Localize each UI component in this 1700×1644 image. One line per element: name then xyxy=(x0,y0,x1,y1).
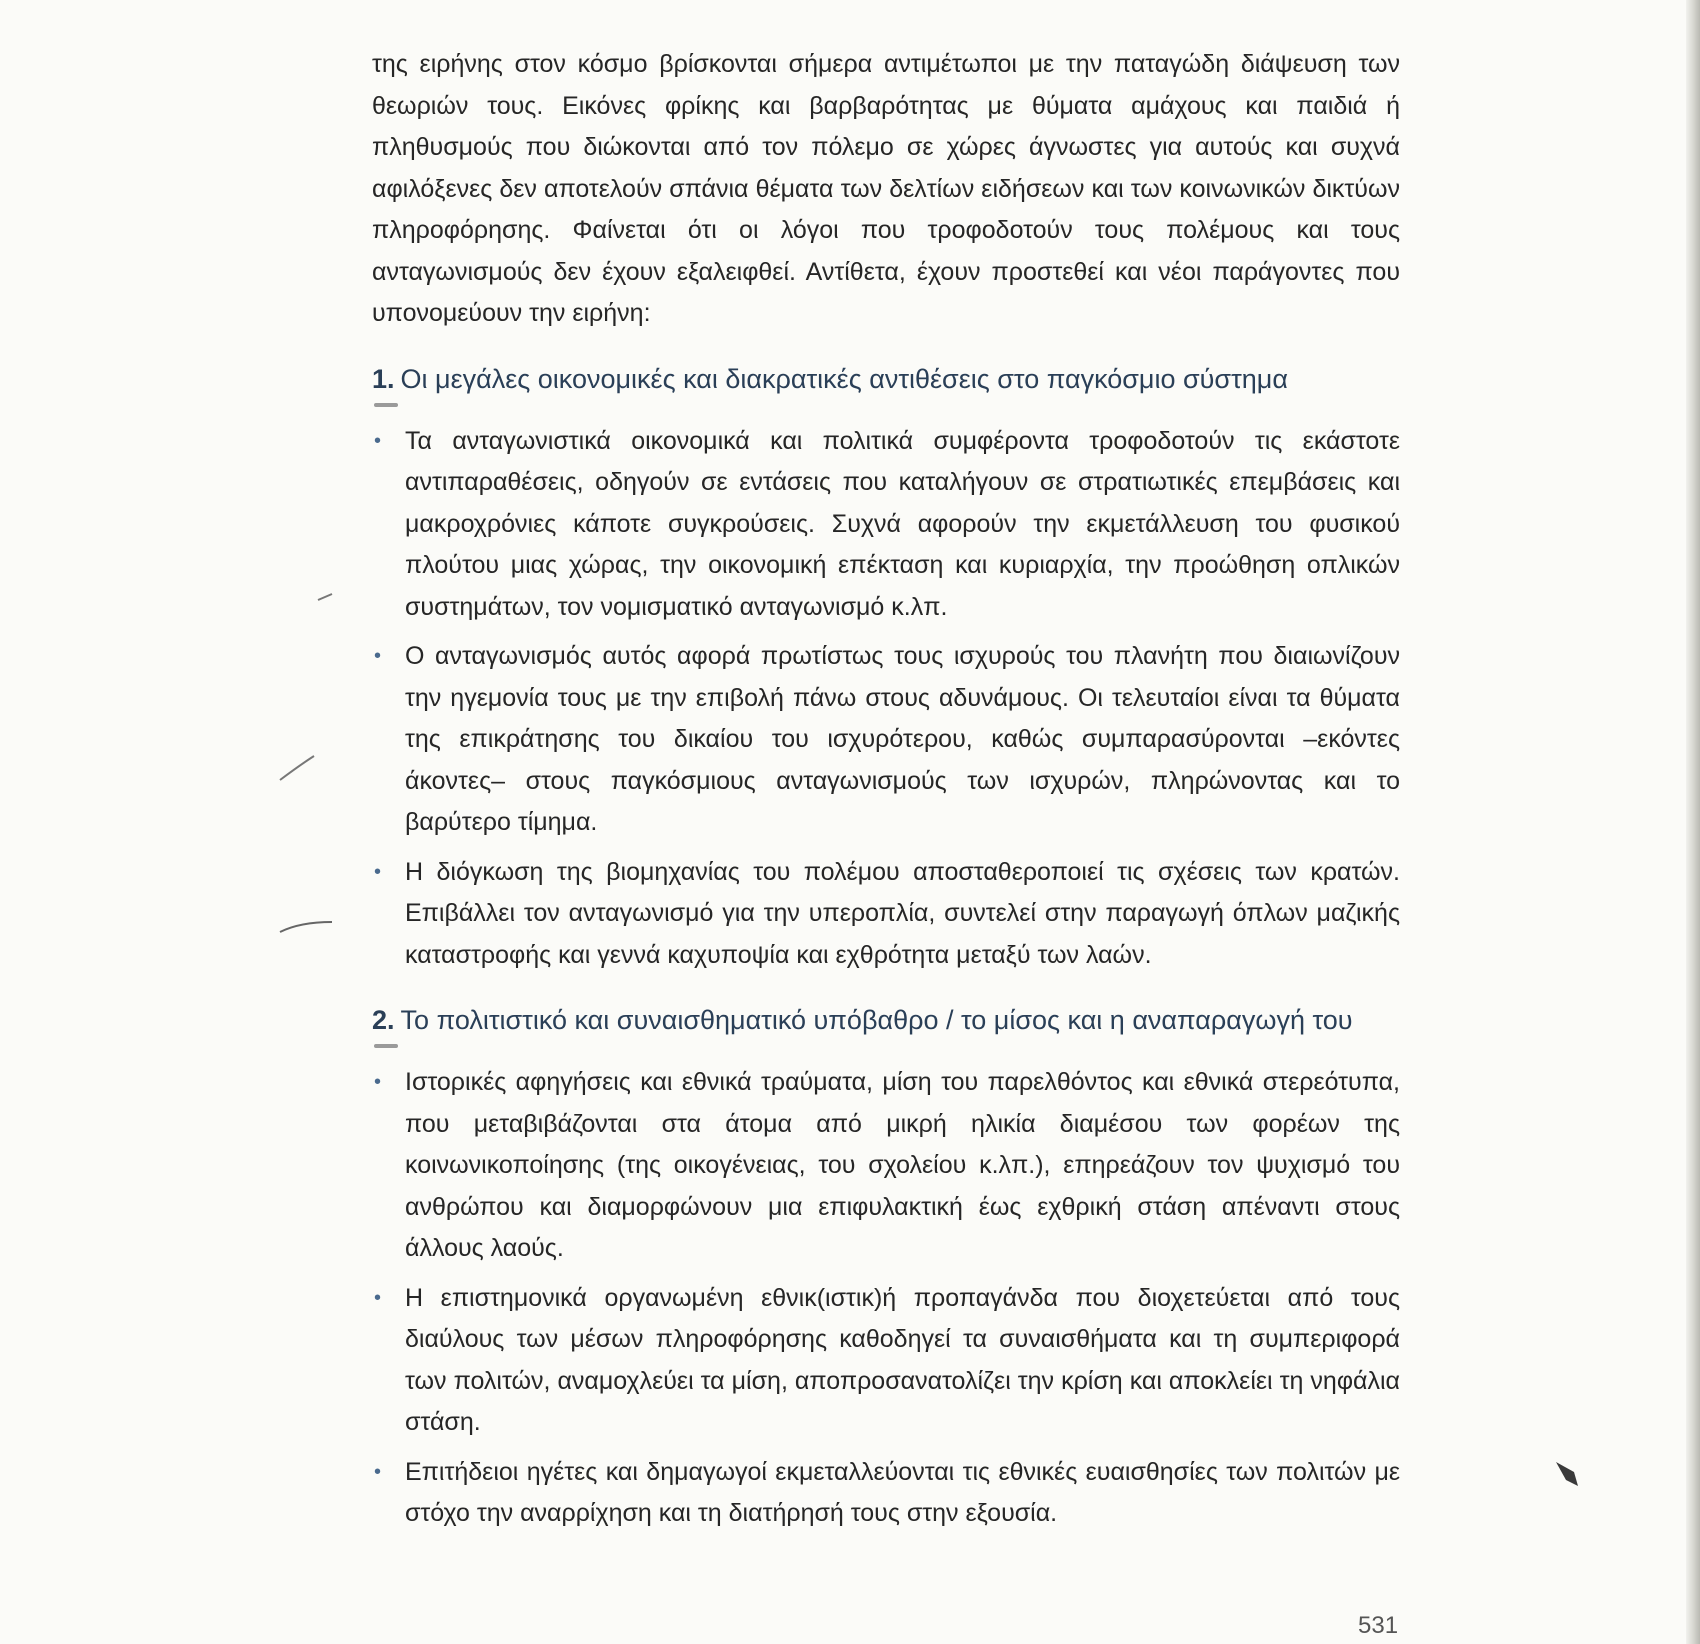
page-number: 531 xyxy=(1358,1612,1399,1639)
ink-smudge-mark xyxy=(1552,1458,1582,1490)
bullet-text: Ο ανταγωνισμός αυτός αφορά πρωτίστως τους ισχυρούς του πλανήτη που διαιωνίζουν την ηγεμονία τους με την επιβολή πάνω στους αδυνάμους. Οι τελευταίοι είναι τα θύματα της επικράτησης του δικαίου του ισχυρότερου, καθώς συμπαρασύρονται –εκόντες άκοντες– στους παγκόσμιους ανταγωνισμούς των ισχυρών, πληρώνοντας και το βαρύτερο τίμημα. xyxy=(405,642,1400,836)
section-2-pencil-mark xyxy=(374,1044,398,1048)
intro-paragraph: της ειρήνης στον κόσμο βρίσκονται σήμερα αντιμέτωποι με την παταγώδη διάψευση των θεωριών τους. Εικόνες φρίκης και βαρβαρότητας με θύματα αμάχους και παιδιά ή πληθυσμούς που διώκονται από τον πόλεμο σε χώρες άγνωστες για αυτούς και συχνά αφιλόξενες δεν αποτελούν σπάνια θέματα των δελτίων ειδήσεων και των κοινωνικών δικτύων πληροφόρησης. Φαίνεται ότι οι λόγοι που τροφοδοτούν τους πολέμους και τους ανταγωνισμούς δεν έχουν εξαλειφθεί. Αντίθετα, έχουν προστεθεί και νέοι παράγοντες που υπονομεύουν την ειρήνη: xyxy=(372,50,1400,327)
section-1-bullet-list xyxy=(372,421,1400,977)
section-1-pencil-mark xyxy=(374,403,398,407)
margin-pencil-marks xyxy=(240,560,350,960)
page-content xyxy=(372,44,1400,1543)
bullet-icon: • xyxy=(374,1071,382,1093)
bullet-icon: • xyxy=(374,429,382,452)
section-2-bullet-list xyxy=(372,1062,1400,1535)
list-item xyxy=(372,1452,1400,1535)
bullet-icon: • xyxy=(374,1460,382,1483)
section-1-number: 1. xyxy=(372,363,395,394)
page-edge-shadow xyxy=(1686,0,1700,1644)
section-1-heading xyxy=(372,359,1400,399)
list-item xyxy=(372,1062,1400,1270)
bullet-icon: • xyxy=(374,860,382,883)
bullet-text: Τα ανταγωνιστικά οικονομικά και πολιτικά συμφέροντα τροφοδοτούν τις εκάστοτε αντιπαραθέσεις, οδηγούν σε εντάσεις που καταλήγουν σε στρατιωτικές επεμβάσεις και μακροχρόνιες κάποτε συγκρούσεις. Συχνά αφορούν την εκμετάλλευση του φυσικού πλούτου μιας χώρας, την οικονομική επέκταση και κυριαρχία, την προώθηση οπλικών συστημάτων, τον νομισματικό ανταγωνισμό κ.λπ. xyxy=(405,426,1400,621)
section-2-number: 2. xyxy=(372,1005,395,1035)
bullet-icon: • xyxy=(374,645,382,667)
bullet-text: Επιτήδειοι ηγέτες και δημαγωγοί εκμεταλλεύονται τις εθνικές ευαισθησίες των πολιτών με στόχο την αναρρίχηση και τη διατήρησή τους στην εξουσία. xyxy=(405,1457,1400,1527)
list-item xyxy=(372,421,1400,629)
bullet-text: Η διόγκωση της βιομηχανίας του πολέμου αποσταθεροποιεί τις σχέσεις των κρατών. Επιβάλλει τον ανταγωνισμό για την υπεροπλία, συντελεί στην παραγωγή όπλων μαζικής καταστροφής και γεννά καχυποψία και εχθρότητα μεταξύ των λαών. xyxy=(405,857,1400,969)
list-item xyxy=(372,1278,1400,1444)
list-item xyxy=(372,636,1400,844)
bullet-text: Ιστορικές αφηγήσεις και εθνικά τραύματα, μίση του παρελθόντος και εθνικά στερεότυπα, που μεταβιβάζονται στα άτομα από μικρή ηλικία διαμέσου των φορέων της κοινωνικοποίησης (της οικογένειας, του σχολείου κ.λπ.), επηρεάζουν τον ψυχισμό του ανθρώπου και διαμορφώνουν μια επιφυλακτική έως εχθρική στάση απέναντι στους άλλους λαούς. xyxy=(405,1068,1400,1262)
section-2-heading xyxy=(372,1000,1400,1040)
bullet-icon: • xyxy=(374,1286,382,1309)
bullet-text: Η επιστημονικά οργανωμένη εθνικ(ιστικ)ή προπαγάνδα που διοχετεύεται από τους διαύλους των μέσων πληροφόρησης καθοδηγεί τα συναισθήματα και τη συμπεριφορά των πολιτών, αναμοχλεύει τα μίση, αποπροσανατολίζει την κρίση και αποκλείει τη νηφάλια στάση. xyxy=(405,1283,1400,1436)
list-item xyxy=(372,852,1400,977)
section-2-title: Το πολιτιστικό και συναισθηματικό υπόβαθρο / το μίσος και η αναπαραγωγή του xyxy=(400,1005,1353,1035)
section-1-title: Οι μεγάλες οικονομικές και διακρατικές αντιθέσεις στο παγκόσμιο σύστημα xyxy=(400,363,1288,394)
